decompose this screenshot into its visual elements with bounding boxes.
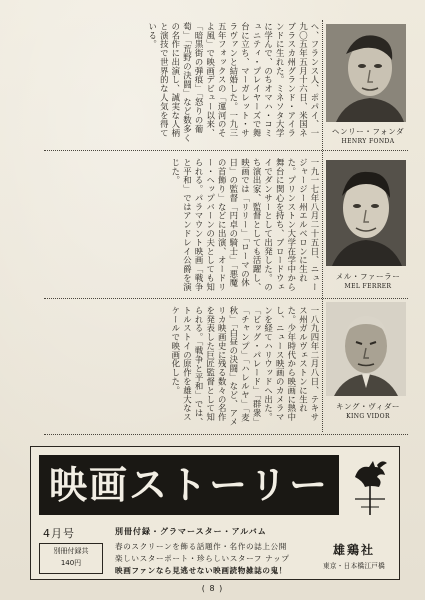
section-divider	[44, 298, 408, 299]
page-number: ( 8 )	[201, 584, 224, 593]
henry-fonda-caption	[322, 126, 414, 145]
ad-title: 映画ストーリー	[48, 463, 329, 507]
portrait-name-ja: キング・ヴィダー	[335, 402, 401, 411]
ad-price-box	[39, 543, 103, 574]
section-divider	[44, 434, 408, 435]
henry-fonda-biography: へ、フランス人、ポパイ、一九〇五年五月十六日、米国ネブラスカ州グランド・アイランドに生れた。ミネソタ大学に学んで、のちオマハ・コミュニティ・プレイヤーズで舞台に立ち、マーガレット・サラヴァンと結婚した。一九三五年フォックスの「運河のそよ風」で映画デビュー以来、「暗黒街の弾痕」「怒りの葡萄」「荒野の決闘」など数多くの名作に出演し、誠実な人柄と演技で世界的な人気を得ている。	[147, 22, 320, 143]
king-vidor-caption	[322, 401, 414, 420]
section-divider	[44, 150, 408, 151]
portrait-name-ja: メル・ファーラー	[335, 272, 401, 281]
portrait-name-en: KING VIDOR	[346, 413, 390, 420]
ad-price: 140円	[60, 559, 82, 567]
ad-publisher: 雄鶏社	[333, 543, 376, 557]
column-divider	[322, 20, 323, 432]
portrait-name-en: HENRY FONDA	[341, 138, 395, 145]
ad-copy-line: 春のスクリーンを飾る話題作・名作の誌上公開	[115, 542, 287, 551]
king-vidor-biography: 一八九四年二月八日、テキサス州ガルヴェストンに生れた。少年時代から映画に熱中し、ニュース映画のカメラマンを経てハリウッドへ出た。「ビッグ・パレード」「群衆」「チャンプ」「ハレルヤ」「麦秋」「白昼の決闘」など、アメリカ映画史に残る数々の名作を発表した巨匠監督として知られる。「戦争と平和」では、トルストイの原作を雄大なスケールで映画化した。	[170, 306, 320, 427]
ad-copy-line: 映画ファンなら見逃せない映画読物雑誌の鬼！	[115, 566, 287, 575]
portrait-name-en: MEL FERRER	[344, 283, 392, 290]
ad-issue-month: 4月号	[43, 527, 75, 540]
ad-copy-line: 楽しいスターポート・珍らしいスターフ ナップ	[115, 554, 290, 563]
ad-publisher-address: 東京・日本橋江戸橋	[323, 562, 386, 570]
ad-supplement: 別冊付録・グラマースター・アルバム	[115, 527, 267, 536]
portrait-name-ja: ヘンリー・フォンダ	[331, 127, 405, 136]
mel-ferrer-biography: 一九一七年八月二十五日、ニュージャージー州エルベロンに生れた。プリンストン大学在学中から舞台に関心を持ち、ブロードウェイでダンサーとして出発した。のち演出家、監督としても活躍し、映画では「リリー」「ローマの休日」の監督「円卓の騎士」「悪魔の首飾り」などに出演、オードリー・ヘップバーンの夫としても知られる。パラマウント映画「戦争と平和」ではアンドレイ公爵を演じた。	[170, 158, 320, 292]
king-vidor-portrait	[326, 302, 406, 396]
mel-ferrer-portrait	[326, 160, 406, 266]
ad-title-banner	[39, 455, 339, 515]
mel-ferrer-caption	[322, 271, 414, 290]
rooster-weathervane-icon	[349, 455, 391, 517]
henry-fonda-portrait	[326, 24, 406, 122]
ad-price-label: 別冊付録共	[53, 547, 89, 555]
magazine-advertisement	[30, 446, 400, 580]
